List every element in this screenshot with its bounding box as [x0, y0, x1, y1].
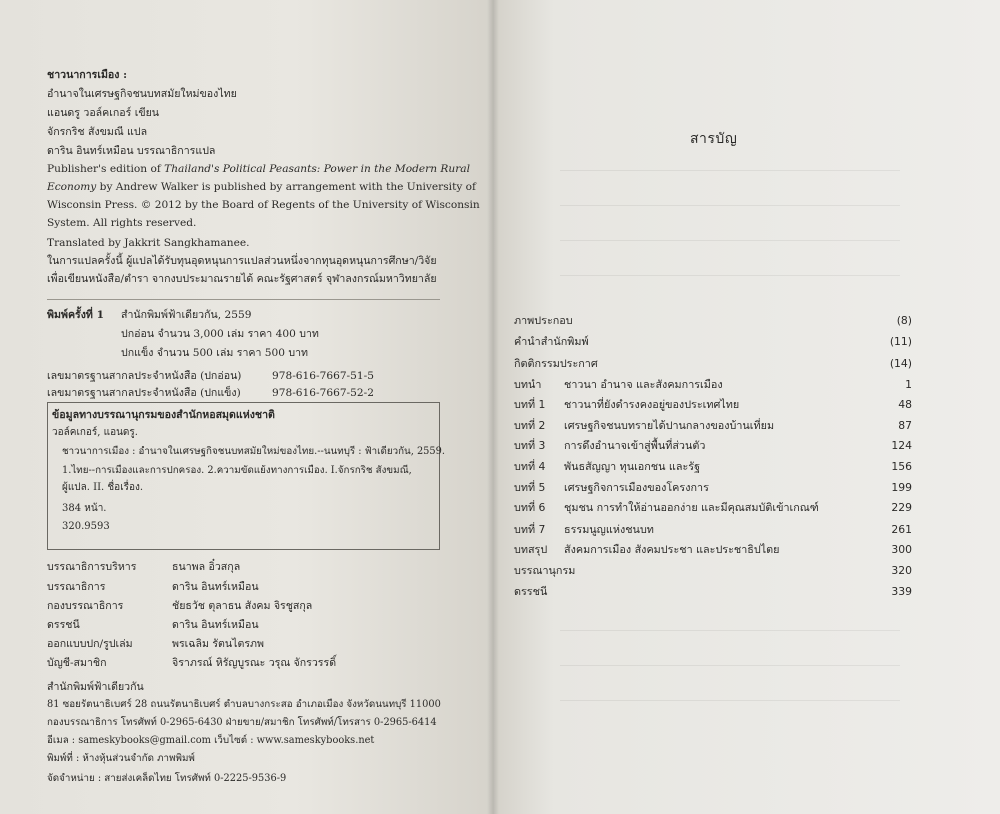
show-through-line [560, 170, 900, 171]
toc-page-number: 229 [891, 501, 912, 514]
show-through-line [560, 240, 900, 241]
cip-line: 320.9593 [62, 521, 110, 532]
rights-line: Publisher's edition of Thailand's Political Peasants: Power in the Modern Rural [47, 163, 470, 175]
toc-entry [514, 355, 912, 373]
toc-page-number: (11) [889, 335, 912, 348]
show-through-line [560, 630, 900, 631]
translator-line: จักรกริช สังขมณี แปล [47, 126, 148, 138]
toc-entry-title: กิตติกรรมประกาศ [514, 357, 598, 370]
rights-line: Economy by Andrew Walker is published by arrangement with the University of [47, 181, 476, 193]
toc-entry-title: พันธสัญญา ทุนเอกชน และรัฐ [564, 460, 701, 473]
book-title: ชาวนาการเมือง : [47, 69, 128, 81]
hardcover-info: ปกแข็ง จำนวน 500 เล่ม ราคา 500 บาท [121, 347, 309, 359]
toc-chapter-label: บทนำ [514, 378, 542, 391]
staff-name: จิราภรณ์ หิรัญบูรณะ วรุณ จักรวรรดิ์ [172, 657, 337, 669]
toc-page-number: 1 [905, 378, 912, 391]
publisher-name: สำนักพิมพ์ฟ้าเดียวกัน [47, 681, 144, 693]
toc-entry-title: ภาพประกอบ [514, 314, 573, 327]
show-through-line [560, 700, 900, 701]
toc-entry [514, 437, 912, 455]
staff-name: ดาริน อินทร์เหมือน [172, 619, 259, 631]
toc-chapter-label: บทที่ 6 [514, 501, 546, 514]
toc-entry-title: บรรณานุกรม [514, 564, 576, 577]
divider [47, 299, 440, 300]
toc-page-number: 320 [891, 564, 912, 577]
toc-chapter-label: บทที่ 5 [514, 481, 546, 494]
toc-title: สารบัญ [690, 131, 738, 147]
toc-entry [514, 312, 912, 330]
toc-page-number: 199 [891, 481, 912, 494]
toc-entry [514, 479, 912, 497]
toc-entry [514, 396, 912, 414]
toc-entry-title: การดึงอำนาจเข้าสู่พื้นที่ส่วนตัว [564, 439, 706, 452]
toc-entry-title: ชาวนา อำนาจ และสังคมการเมือง [564, 378, 723, 391]
toc-entry [514, 521, 912, 539]
isbn-paperback: 978-616-7667-51-5 [272, 370, 374, 382]
edition-label: พิมพ์ครั้งที่ 1 [47, 309, 104, 321]
toc-entry-title: เศรษฐกิจชนบทรายได้ปานกลางของบ้านเที่ยม [564, 419, 775, 432]
toc-chapter-label: บทที่ 4 [514, 460, 546, 473]
staff-role: บรรณาธิการ [47, 581, 106, 593]
toc-page-number: 124 [891, 439, 912, 452]
show-through-line [560, 275, 900, 276]
toc-entry-title: สังคมการเมือง สังคมประชา และประชาธิปไตย [564, 543, 780, 556]
printer: พิมพ์ที่ : ห้างหุ้นส่วนจำกัด ภาพพิมพ์ [47, 753, 195, 764]
edition-publisher: สำนักพิมพ์ฟ้าเดียวกัน, 2559 [121, 309, 252, 321]
toc-entry-title: ชาวนาที่ยังดำรงคงอยู่ของประเทศไทย [564, 398, 740, 411]
staff-role: ออกแบบปก/รูปเล่ม [47, 638, 133, 650]
staff-role: ดรรชนี [47, 619, 80, 631]
toc-chapter-label: บทที่ 3 [514, 439, 546, 452]
staff-role: กองบรรณาธิการ [47, 600, 124, 612]
toc-page-number: 87 [898, 419, 912, 432]
cip-line: วอล์คเกอร์, แอนดรู. [52, 427, 138, 438]
paperback-info: ปกอ่อน จำนวน 3,000 เล่ม ราคา 400 บาท [121, 328, 319, 340]
book-gutter [487, 0, 499, 814]
publisher-address: 81 ซอยรัตนาธิเบศร์ 28 ถนนรัตนาธิเบศร์ ตำบลบางกระสอ อำเภอเมือง จังหวัดนนทบุรี 11000 [47, 699, 441, 710]
cip-line: ผู้แปล. II. ชื่อเรื่อง. [62, 482, 144, 493]
toc-entry [514, 562, 912, 580]
toc-entry [514, 541, 912, 559]
show-through-line [560, 205, 900, 206]
toc-page-number: 261 [891, 523, 912, 536]
toc-page-number: 48 [898, 398, 912, 411]
toc-page-number: (8) [896, 314, 912, 327]
cip-line: 1.ไทย--การเมืองและการปกครอง. 2.ความขัดแย้งทางการเมือง. I.จักรกริช สังขมณี, [62, 465, 412, 476]
translated-by: Translated by Jakkrit Sangkhamanee. [47, 237, 250, 249]
toc-page-number: 300 [891, 543, 912, 556]
toc-chapter-label: บทที่ 1 [514, 398, 546, 411]
staff-name: พรเฉลิม รัตนไตรภพ [172, 638, 265, 650]
toc-entry-title: ดรรชนี [514, 585, 548, 598]
rights-line: Wisconsin Press. © 2012 by the Board of Regents of the University of Wisconsin [47, 199, 480, 211]
toc-entry-title: ธรรมนูญแห่งชนบท [564, 523, 654, 536]
cip-line: 384 หน้า. [62, 503, 107, 514]
isbn-hardcover-label: เลขมาตรฐานสากลประจำหนังสือ (ปกแข็ง) [47, 387, 241, 399]
author-line: แอนดรู วอล์คเกอร์ เขียน [47, 107, 160, 119]
toc-page-number: 339 [891, 585, 912, 598]
toc-entry-title: เศรษฐกิจการเมืองของโครงการ [564, 481, 709, 494]
staff-name: ชัยธวัช ตุลาธน สังคม จิรชูสกุล [172, 600, 313, 612]
editor-line: ดาริน อินทร์เหมือน บรรณาธิการแปล [47, 145, 216, 157]
toc-page-number: (14) [889, 357, 912, 370]
toc-entry [514, 499, 912, 517]
staff-role: บรรณาธิการบริหาร [47, 561, 137, 573]
toc-chapter-label: บทสรุป [514, 543, 548, 556]
rights-line: System. All rights reserved. [47, 217, 197, 229]
toc-entry [514, 417, 912, 435]
book-subtitle: อำนาจในเศรษฐกิจชนบทสมัยใหม่ของไทย [47, 88, 237, 100]
cip-heading: ข้อมูลทางบรรณานุกรมของสำนักหอสมุดแห่งชาติ [52, 409, 275, 421]
toc-chapter-label: บทที่ 2 [514, 419, 546, 432]
funding-line: เพื่อเขียนหนังสือ/ตำรา จากงบประมาณรายได้ คณะรัฐศาสตร์ จุฬาลงกรณ์มหาวิทยาลัย [47, 273, 437, 285]
toc-entry [514, 458, 912, 476]
cip-line: ชาวนาการเมือง : อำนาจในเศรษฐกิจชนบทสมัยใหม่ของไทย.--นนทบุรี : ฟ้าเดียวกัน, 2559. [62, 446, 445, 457]
staff-name: ดาริน อินทร์เหมือน [172, 581, 259, 593]
funding-line: ในการแปลครั้งนี้ ผู้แปลได้รับทุนอุดหนุนการแปลส่วนหนึ่งจากทุนอุดหนุนการศึกษา/วิจัย [47, 255, 437, 267]
staff-name: ธนาพล อิ๋วสกุล [172, 561, 241, 573]
isbn-hardcover: 978-616-7667-52-2 [272, 387, 374, 399]
show-through-line [560, 665, 900, 666]
toc-entry-title: ชุมชน การทำให้อ่านออกง่าย และมีคุณสมบัติเข้าเกณฑ์ [564, 501, 819, 514]
staff-role: บัญชี-สมาชิก [47, 657, 107, 669]
toc-entry [514, 333, 912, 351]
distributor: จัดจำหน่าย : สายส่งเคล็ดไทย โทรศัพท์ 0-2225-9536-9 [47, 773, 287, 784]
toc-entry-title: คำนำสำนักพิมพ์ [514, 335, 589, 348]
toc-page-number: 156 [891, 460, 912, 473]
toc-chapter-label: บทที่ 7 [514, 523, 546, 536]
toc-entry [514, 376, 912, 394]
toc-entry [514, 583, 912, 601]
isbn-paperback-label: เลขมาตรฐานสากลประจำหนังสือ (ปกอ่อน) [47, 370, 242, 382]
publisher-contact: อีเมล : sameskybooks@gmail.com เว็บไซต์ : www.sameskybooks.net [47, 735, 375, 746]
publisher-phone: กองบรรณาธิการ โทรศัพท์ 0-2965-6430 ฝ่ายขาย/สมาชิก โทรศัพท์/โทรสาร 0-2965-6414 [47, 717, 437, 728]
